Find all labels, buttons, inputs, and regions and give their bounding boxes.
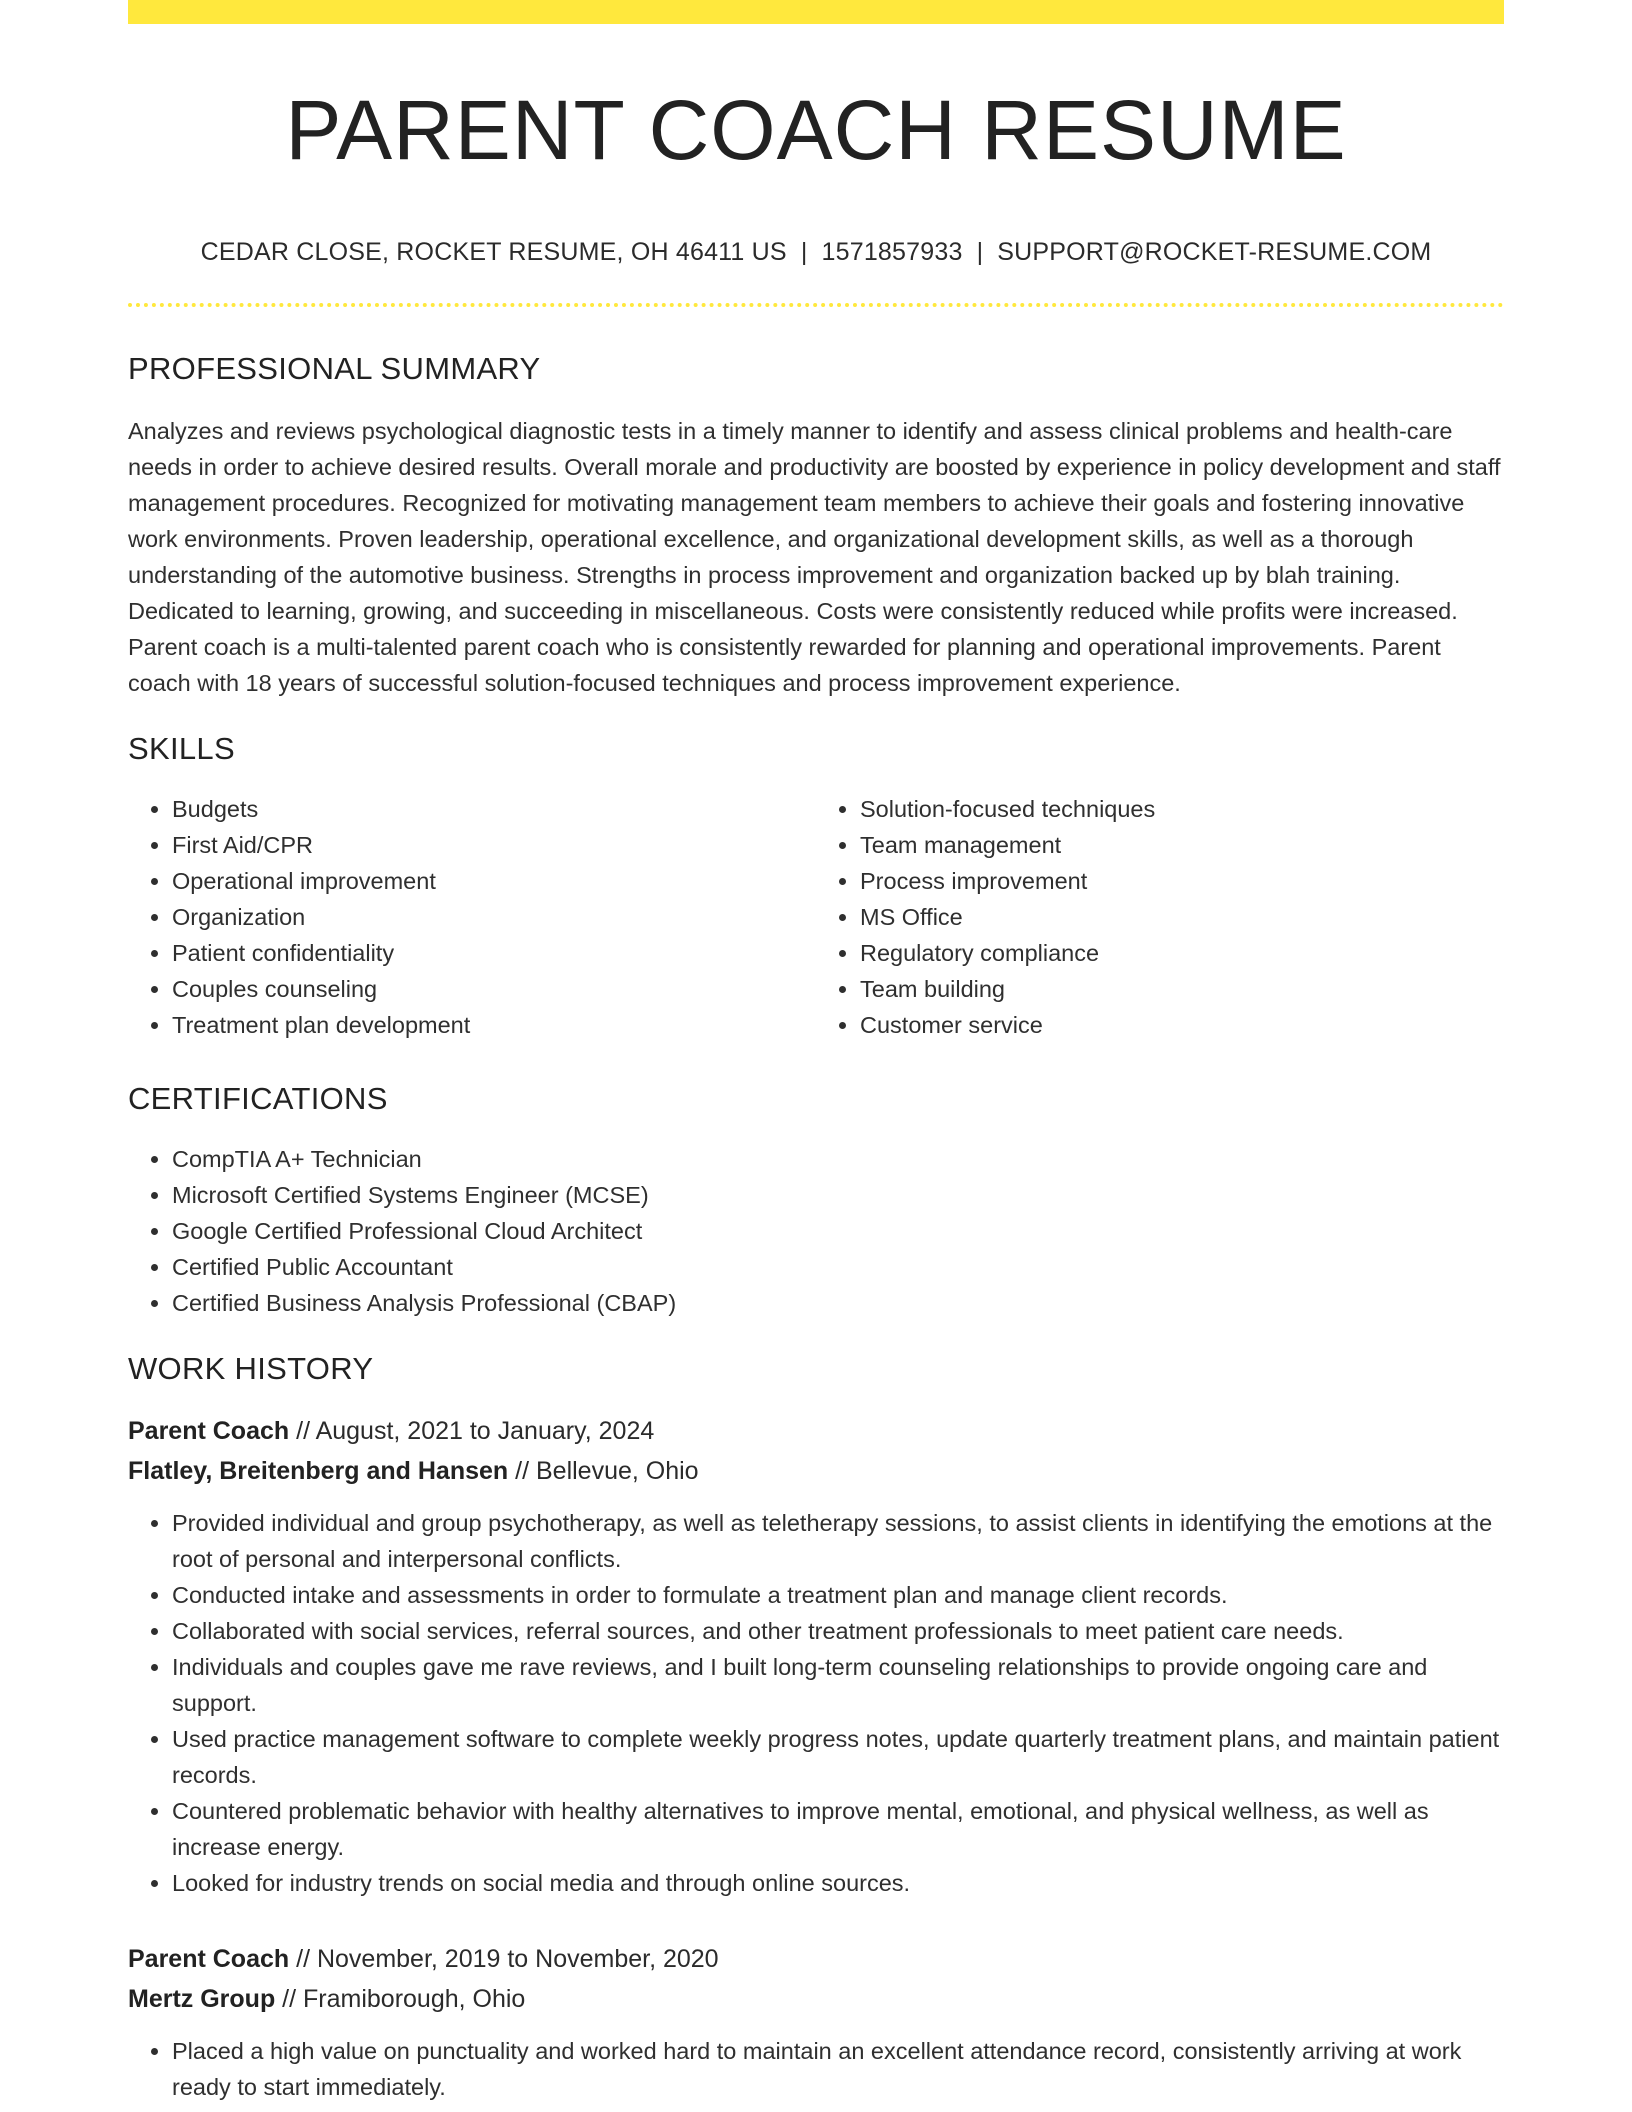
skill-item: • Regulatory compliance xyxy=(860,935,1504,971)
job-bullet: • Individuals and couples gave me rave reviews, and I built long-term counseling relationships to provide ongoing care and support. xyxy=(172,1649,1504,1721)
skills-list-left xyxy=(128,791,816,1043)
section-heading-skills: SKILLS xyxy=(128,731,235,767)
job-bullet: • Conducted intake and assessments in order to formulate a treatment plan and manage client records. xyxy=(172,1577,1504,1613)
contact-phone: 1571857933 xyxy=(821,238,963,267)
skill-item: • MS Office xyxy=(860,899,1504,935)
contact-address: CEDAR CLOSE, ROCKET RESUME, OH 46411 US xyxy=(200,238,787,267)
skill-item: • Solution-focused techniques xyxy=(860,791,1504,827)
job-dates: // November, 2019 to November, 2020 xyxy=(289,1945,719,1974)
skill-item: • Team management xyxy=(860,827,1504,863)
contact-separator: | xyxy=(976,238,984,267)
contact-email: SUPPORT@ROCKET-RESUME.COM xyxy=(997,238,1432,267)
job-bullet: • Used practice management software to complete weekly progress notes, update quarterly treatment plans, and maintain patient records. xyxy=(172,1721,1504,1793)
job-entry xyxy=(128,1939,1504,2105)
certification-item: • CompTIA A+ Technician xyxy=(172,1141,1504,1177)
job-location: // Framiborough, Ohio xyxy=(275,1985,526,2014)
resume-page xyxy=(128,0,1504,2105)
job-location: // Bellevue, Ohio xyxy=(508,1457,699,1486)
job-title: Parent Coach xyxy=(128,1417,290,1446)
job-entry xyxy=(128,1411,1504,1901)
certification-item: • Certified Business Analysis Professional (CBAP) xyxy=(172,1285,1504,1321)
certification-item: • Google Certified Professional Cloud Architect xyxy=(172,1213,1504,1249)
job-bullet: • Collaborated with social services, referral sources, and other treatment professionals to meet patient care needs. xyxy=(172,1613,1504,1649)
section-heading-summary: PROFESSIONAL SUMMARY xyxy=(128,351,541,387)
professional-summary-section xyxy=(128,351,1504,701)
certification-item: • Certified Public Accountant xyxy=(172,1249,1504,1285)
skill-item: • Process improvement xyxy=(860,863,1504,899)
certifications-section xyxy=(128,1081,1504,1321)
job-company: Mertz Group xyxy=(128,1985,276,2014)
job-bullets xyxy=(128,1505,1504,1901)
job-dates: // August, 2021 to January, 2024 xyxy=(289,1417,655,1446)
certifications-list xyxy=(128,1141,1504,1321)
skills-columns xyxy=(128,791,1504,1043)
skill-item: • Team building xyxy=(860,971,1504,1007)
top-accent-bar xyxy=(128,0,1504,24)
skill-item: • Organization xyxy=(172,899,816,935)
job-title-line xyxy=(128,1411,1504,1451)
skill-item: • Couples counseling xyxy=(172,971,816,1007)
skill-item: • Operational improvement xyxy=(172,863,816,899)
job-company-line xyxy=(128,1979,1504,2019)
job-company: Flatley, Breitenberg and Hansen xyxy=(128,1457,509,1486)
skill-item: • Patient confidentiality xyxy=(172,935,816,971)
job-bullet: • Provided individual and group psychotherapy, as well as teletherapy sessions, to assist clients in identifying the emotions at the root of personal and interpersonal conflicts. xyxy=(172,1505,1504,1577)
skills-list-right xyxy=(816,791,1504,1043)
resume-title: PARENT COACH RESUME xyxy=(285,83,1347,177)
skill-item: • First Aid/CPR xyxy=(172,827,816,863)
section-heading-work-history: WORK HISTORY xyxy=(128,1351,374,1387)
job-title: Parent Coach xyxy=(128,1945,290,1974)
skill-item: • Treatment plan development xyxy=(172,1007,816,1043)
work-history-section xyxy=(128,1351,1504,2105)
section-heading-certifications: CERTIFICATIONS xyxy=(128,1081,388,1117)
certification-item: • Microsoft Certified Systems Engineer (MCSE) xyxy=(172,1177,1504,1213)
skill-item: • Budgets xyxy=(172,791,816,827)
job-bullet: • Placed a high value on punctuality and worked hard to maintain an excellent attendance record, consistently arriving at work ready to start immediately. xyxy=(172,2033,1504,2105)
job-bullet: • Countered problematic behavior with healthy alternatives to improve mental, emotional, and physical wellness, as well as increase energy. xyxy=(172,1793,1504,1865)
job-bullets xyxy=(128,2033,1504,2105)
dotted-divider xyxy=(128,303,1504,307)
job-title-line xyxy=(128,1939,1504,1979)
skills-section xyxy=(128,731,1504,1043)
skill-item: • Customer service xyxy=(860,1007,1504,1043)
job-company-line xyxy=(128,1451,1504,1491)
summary-text: Analyzes and reviews psychological diagnostic tests in a timely manner to identify and assess clinical problems and health-care needs in order to achieve desired results. Overall morale and productivity are boosted by experience in policy development and staff management procedures. Recognized for motivating management team members to achieve their goals and fostering innovative work environments. Proven leadership, operational excellence, and organizational development skills, as well as a thorough understanding of the automotive business. Strengths in process improvement and organization backed up by blah training. Dedicated to learning, growing, and succeeding in miscellaneous. Costs were consistently reduced while profits were increased. Parent coach is a multi-talented parent coach who is consistently rewarded for planning and operational improvements. Parent coach with 18 years of successful solution-focused techniques and process improvement experience. xyxy=(128,418,1501,697)
contact-separator: | xyxy=(800,238,808,267)
job-bullet: • Looked for industry trends on social media and through online sources. xyxy=(172,1865,1504,1901)
contact-line xyxy=(128,238,1504,267)
